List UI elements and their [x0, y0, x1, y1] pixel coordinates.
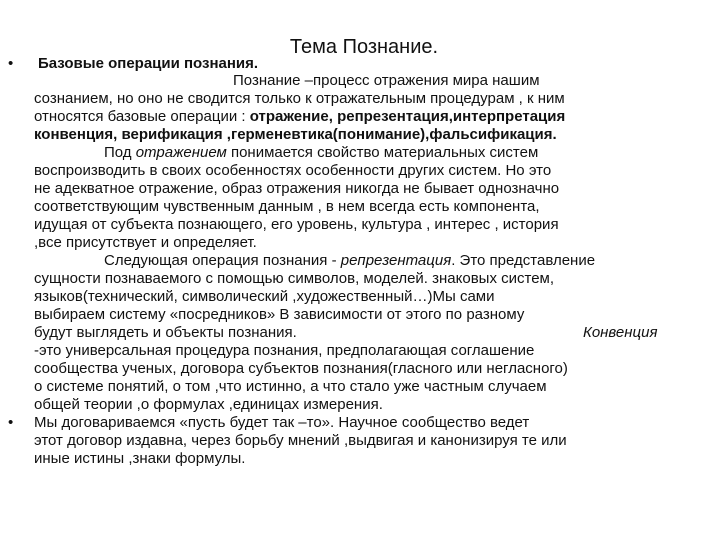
text-line: иные истины ,знаки формулы. [34, 450, 246, 467]
text-line: воспроизводить в своих особенностях особенности других систем. Но это [34, 162, 552, 179]
text-line: выбираем систему «посредников» В зависимости от этого по разному [34, 306, 525, 323]
text-line: конвенция, верификация ,герменевтика(понимание),фальсификация. [34, 126, 557, 143]
text-line: Под отражением понимается свойство материальных систем [104, 144, 539, 161]
slide-title: Тема Познание. [289, 36, 439, 58]
text-line: не адекватное отражение, образ отражения никогда не бывает однозначно [34, 180, 560, 197]
text-line: Мы договариваемся «пусть будет так –то». Научное сообщество ведет [34, 414, 530, 431]
bullet-2: • [8, 414, 14, 431]
text-line: сообщества ученых, договора субъектов познания(гласного или негласного) [34, 360, 568, 377]
text-line: Познание –процесс отражения мира нашим [233, 72, 540, 89]
text-line: этот договор издавна, через борьбу мнений ,выдвигая и канонизируя те или [34, 432, 567, 449]
text-line: -это универсальная процедура познания, предполагающая соглашение [34, 342, 535, 359]
text-line: идущая от субъекта познающего, его уровень, культура , интерес , история [34, 216, 559, 233]
text-line-emphasis: Конвенция [583, 324, 658, 341]
text-line: сущности познаваемого с помощью символов, моделей. знаковых систем, [34, 270, 555, 287]
text-line: сознанием, но оно не сводится только к отражательным процедурам , к ним [34, 90, 565, 107]
text-line: соответствующим чувственным данным , в нем всегда есть компонента, [34, 198, 540, 215]
section-heading: Базовые операции познания. [38, 55, 259, 72]
bullet-1: • [8, 55, 14, 72]
text-line: ,все присутствует и определяет. [34, 234, 257, 251]
text-line: Следующая операция познания - репрезентация. Это представление [104, 252, 596, 269]
text-line: языков(технический, символический ,художественный…)Мы сами [34, 288, 495, 305]
text-line: общей теории ,о формулах ,единицах измерения. [34, 396, 383, 413]
text-line: относятся базовые операции : отражение, репрезентация,интерпретация [34, 108, 566, 125]
text-line: будут выглядеть и объекты познания. [34, 324, 297, 341]
text-line: о системе понятий, о том ,что истинно, а что стало уже частным случаем [34, 378, 547, 395]
